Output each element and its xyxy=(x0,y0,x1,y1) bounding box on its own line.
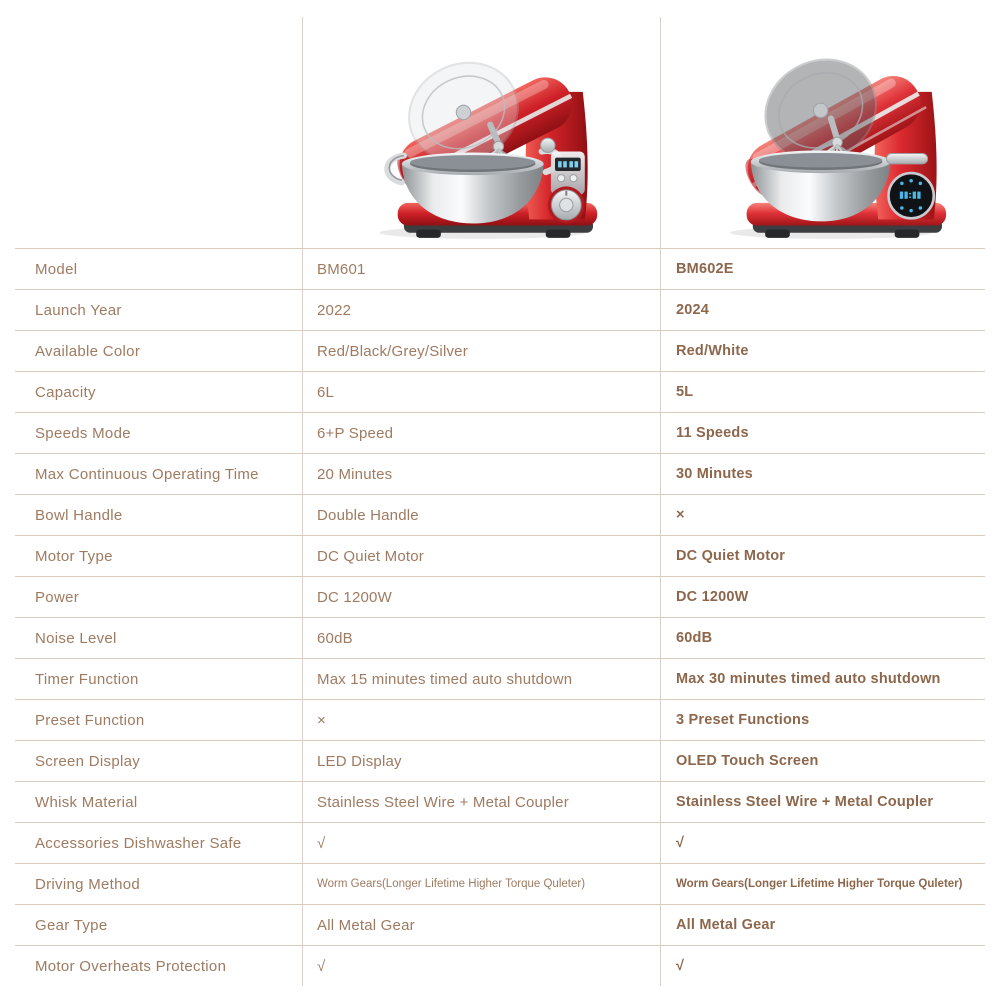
spec-value-bm601: BM601 xyxy=(302,249,660,289)
spec-value-bm602e: DC Quiet Motor xyxy=(660,536,985,576)
spec-value-bm602e: √ xyxy=(660,946,985,986)
spec-label: Max Continuous Operating Time xyxy=(35,465,259,483)
product-image-row xyxy=(15,17,985,248)
spec-value-bm601: Worm Gears(Longer Lifetime Higher Torque Quleter) xyxy=(302,864,660,904)
spec-label: Capacity xyxy=(35,383,96,401)
table-row xyxy=(15,248,985,289)
spec-value-bm601: Stainless Steel Wire + Metal Coupler xyxy=(302,782,660,822)
head-release-lever xyxy=(886,154,927,164)
table-row xyxy=(15,289,985,330)
spec-value-bm601: Max 15 minutes timed auto shutdown xyxy=(302,659,660,699)
spec-label: Motor Overheats Protection xyxy=(35,957,227,975)
spec-label: Motor Type xyxy=(35,547,113,565)
spec-value-bm602e: × xyxy=(660,495,985,535)
spec-value-bm601: Red/Black/Grey/Silver xyxy=(302,331,660,371)
oled-touch-screen xyxy=(889,173,934,218)
spec-label: Preset Function xyxy=(35,711,145,729)
spec-value-bm602e: √ xyxy=(660,823,985,863)
spec-value-bm601: 60dB xyxy=(302,618,660,658)
spec-value-bm601: DC Quiet Motor xyxy=(302,536,660,576)
spec-value-bm601: DC 1200W xyxy=(302,577,660,617)
spec-value-bm601: 6L xyxy=(302,372,660,412)
spec-value-bm602e: 5L xyxy=(660,372,985,412)
spec-value-bm601: × xyxy=(302,700,660,740)
table-row xyxy=(15,453,985,494)
spec-value-bm602e: All Metal Gear xyxy=(660,905,985,945)
spec-value-bm602e: Max 30 minutes timed auto shutdown xyxy=(660,659,985,699)
spec-label: Bowl Handle xyxy=(35,506,123,524)
spec-value-bm602e: 30 Minutes xyxy=(660,454,985,494)
spec-value-bm602e: Stainless Steel Wire + Metal Coupler xyxy=(660,782,985,822)
spec-value-bm602e: 11 Speeds xyxy=(660,413,985,453)
speed-knob xyxy=(547,186,584,223)
spec-value-bm602e: 60dB xyxy=(660,618,985,658)
spec-label: Timer Function xyxy=(35,670,139,688)
spec-value-bm601: 6+P Speed xyxy=(302,413,660,453)
spec-label: Noise Level xyxy=(35,629,117,647)
table-row xyxy=(15,945,985,986)
spec-value-bm601: Double Handle xyxy=(302,495,660,535)
spec-value-bm601: All Metal Gear xyxy=(302,905,660,945)
spec-label: Driving Method xyxy=(35,875,141,893)
image-cell-empty xyxy=(15,17,302,248)
spec-value-bm602e: 2024 xyxy=(660,290,985,330)
spec-value-bm602e: DC 1200W xyxy=(660,577,985,617)
spec-label: Launch Year xyxy=(35,301,122,319)
table-row xyxy=(15,330,985,371)
table-row xyxy=(15,535,985,576)
red-stand-mixer-bm601-image xyxy=(348,24,616,244)
table-row xyxy=(15,576,985,617)
table-row xyxy=(15,781,985,822)
spec-value-bm602e: BM602E xyxy=(660,249,985,289)
spec-label: Power xyxy=(35,588,80,606)
table-row xyxy=(15,617,985,658)
spec-value-bm601: LED Display xyxy=(302,741,660,781)
image-cell-bm601 xyxy=(302,17,660,248)
table-row xyxy=(15,699,985,740)
spec-value-bm601: 2022 xyxy=(302,290,660,330)
spec-label: Speeds Mode xyxy=(35,424,131,442)
table-row xyxy=(15,494,985,535)
spec-label: Screen Display xyxy=(35,752,141,770)
table-row xyxy=(15,822,985,863)
table-row xyxy=(15,904,985,945)
spec-value-bm602e: Worm Gears(Longer Lifetime Higher Torque Quleter) xyxy=(660,864,985,904)
table-row xyxy=(15,658,985,699)
spec-value-bm602e: OLED Touch Screen xyxy=(660,741,985,781)
image-cell-bm602e xyxy=(660,17,985,248)
table-row xyxy=(15,412,985,453)
spec-label: Available Color xyxy=(35,342,141,360)
table-row xyxy=(15,740,985,781)
comparison-table xyxy=(15,17,985,986)
spec-label: Accessories Dishwasher Safe xyxy=(35,834,242,852)
table-row xyxy=(15,371,985,412)
spec-value-bm601: 20 Minutes xyxy=(302,454,660,494)
spec-value-bm602e: 3 Preset Functions xyxy=(660,700,985,740)
spec-label: Model xyxy=(35,260,78,278)
spec-label: Whisk Material xyxy=(35,793,138,811)
red-stand-mixer-bm602e-image xyxy=(699,24,967,244)
spec-value-bm602e: Red/White xyxy=(660,331,985,371)
spec-value-bm601: √ xyxy=(302,823,660,863)
table-row xyxy=(15,863,985,904)
spec-label: Gear Type xyxy=(35,916,108,934)
spec-value-bm601: √ xyxy=(302,946,660,986)
